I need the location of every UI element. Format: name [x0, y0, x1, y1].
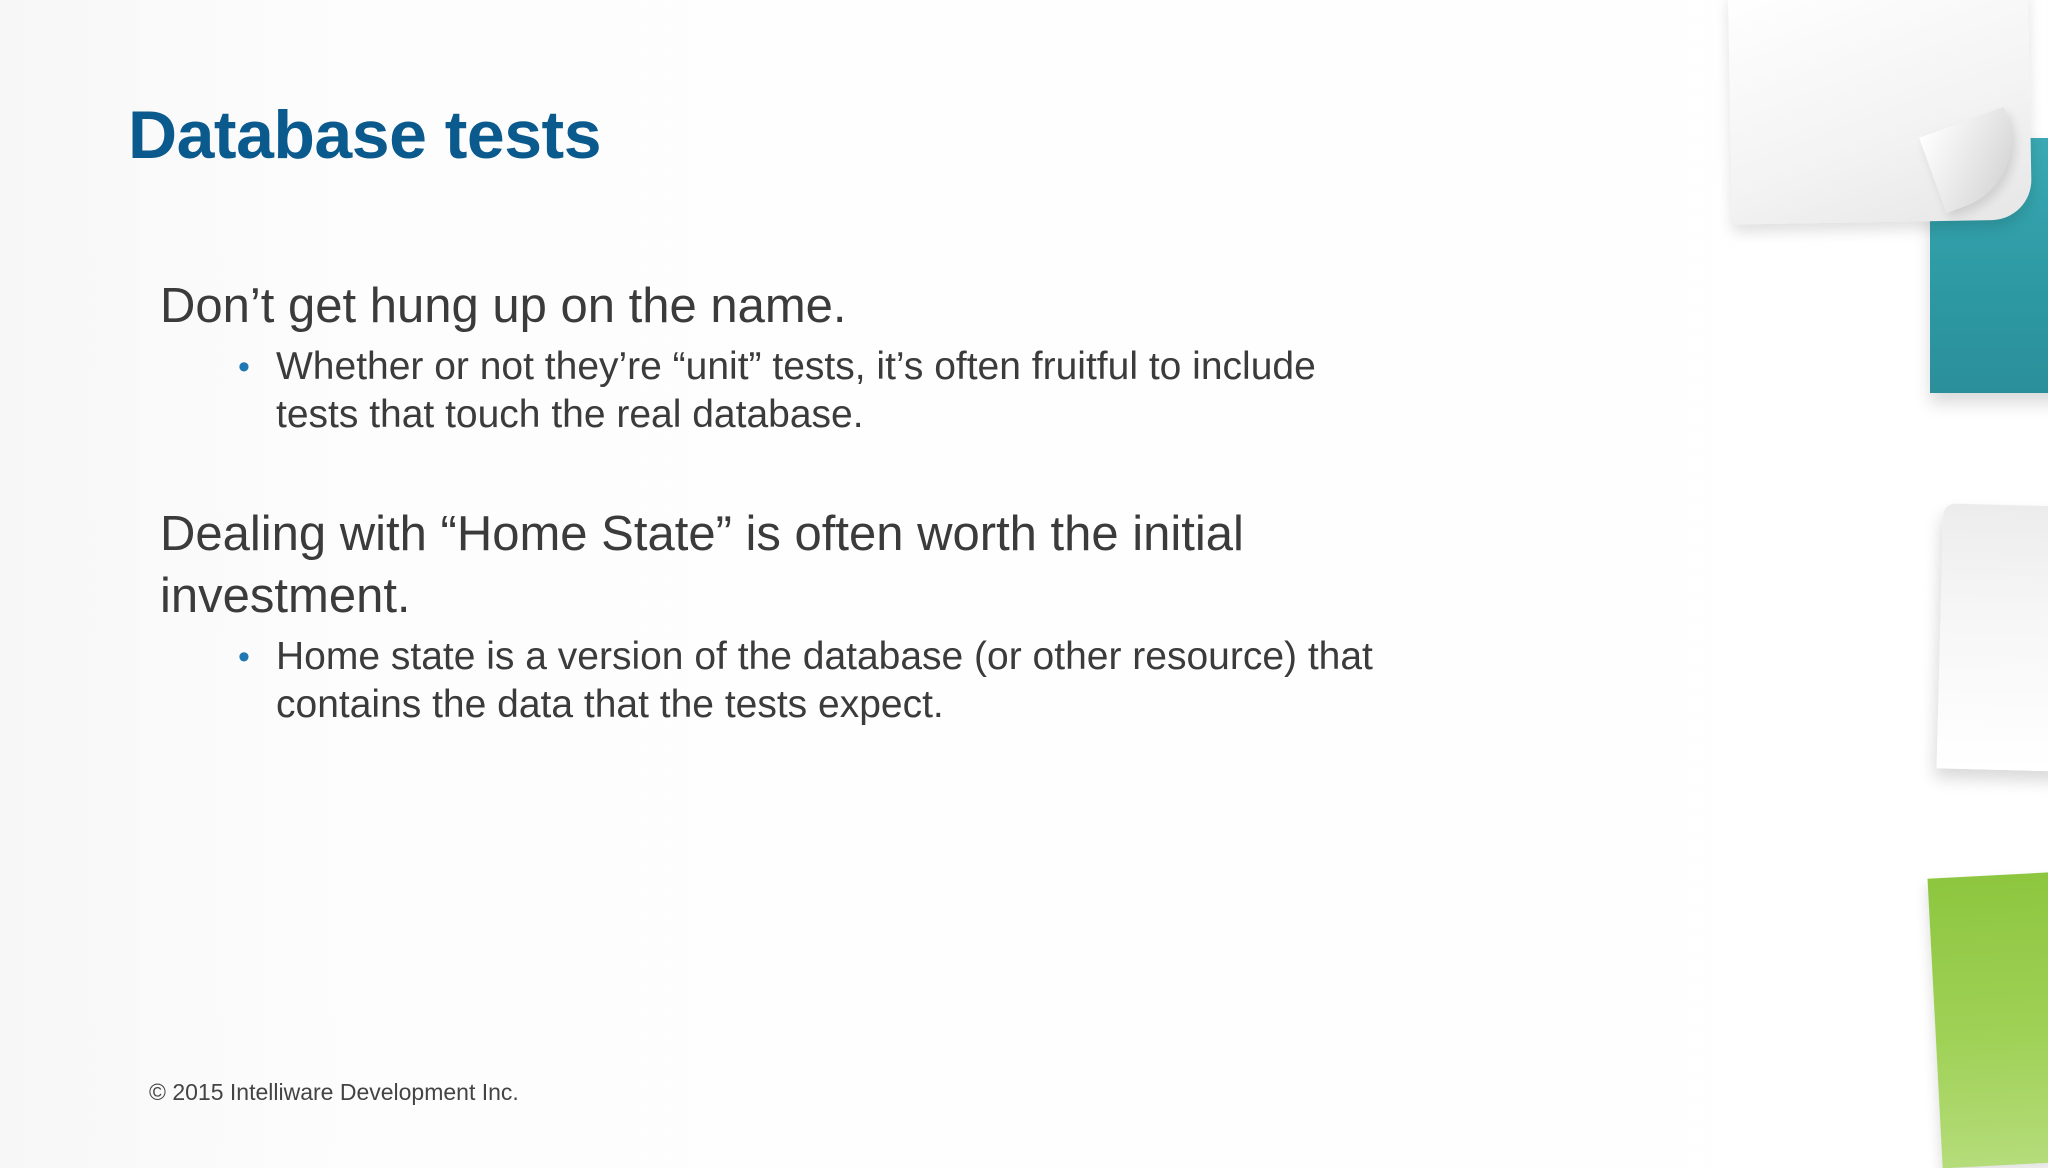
bullet-icon: • — [238, 638, 250, 676]
sub-point — [238, 343, 1390, 439]
sub-point-list-2 — [160, 633, 1390, 729]
sub-point-text: Home state is a version of the database (or other resource) that contains the data that the tests expect. — [276, 635, 1373, 726]
main-point-1: Don’t get hung up on the name. — [160, 279, 847, 333]
bullet-icon: • — [238, 348, 250, 386]
sub-point-text: Whether or not they’re “unit” tests, it’s often fruitful to include tests that touch the real database. — [276, 345, 1316, 436]
sub-point-list-1 — [160, 343, 1390, 439]
slide-title: Database tests — [128, 97, 602, 173]
sticky-note-green — [1928, 872, 2048, 1168]
slide-content — [160, 275, 1390, 729]
main-point-2: Dealing with “Home State” is often worth the initial investment. — [160, 507, 1244, 623]
sub-point — [238, 633, 1390, 729]
sticky-note-white-middle — [1937, 503, 2048, 771]
copyright-footer: © 2015 Intelliware Development Inc. — [149, 1079, 519, 1105]
spacer — [160, 439, 1390, 503]
